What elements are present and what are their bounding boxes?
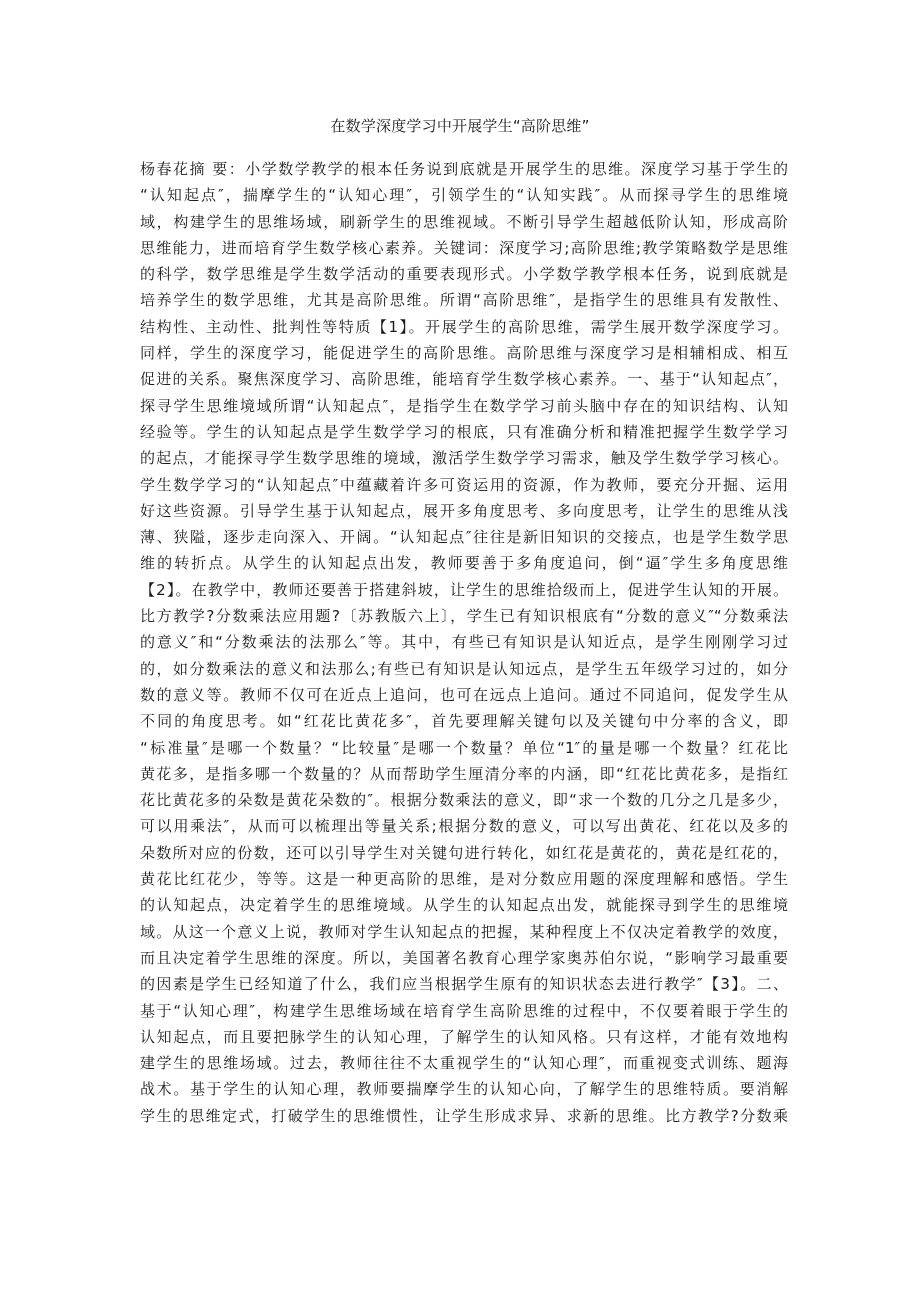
body-line: 经验等。学生的认知起点是学生数学学习的根底，只有准确分析和精准把握学生数学学习 <box>140 422 788 441</box>
body-line: 的科学，数学思维是学生数学活动的重要表现形式。小学数学教学根本任务，说到底就是 <box>140 265 788 284</box>
body-line: 而且决定着学生思维的深度。所以，美国著名教育心理学家奥苏伯尔说，“影响学习最重要 <box>140 948 788 967</box>
body-line: 好这些资源。引导学生基于认知起点，展开多角度思考、多向度思考，让学生的思维从浅 <box>140 501 788 520</box>
body-line: 基于“认知心理″，构建学生思维场域在培育学生高阶思维的过程中，不仅要着眼于学生的 <box>140 1001 788 1020</box>
body-line: 学生的思维定式，打破学生的思维惯性，让学生形成求异、求新的思维。比方教学?分数乘 <box>140 1106 788 1125</box>
body-line: 比方教学?分数乘法应用题?〔苏教版六上〕，学生已有知识根底有“分数的意义″“分数乘法 <box>140 607 788 626</box>
body-line: 域，构建学生的思维场域，刷新学生的思维视域。不断引导学生超越低阶认知，形成高阶 <box>140 212 788 231</box>
body-line: 探寻学生思维境域所谓“认知起点″，是指学生在数学学习前头脑中存在的知识结构、认知 <box>140 396 788 415</box>
body-line: 不同的角度思考。如“红花比黄花多″，首先要理解关键句以及关键句中分率的含义，即 <box>140 712 788 731</box>
body-line: 可以用乘法″，从而可以梳理出等量关系;根据分数的意义，可以写出黄花、红花以及多的 <box>140 817 788 836</box>
body-line: 的意义″和“分数乘法的法那么″等。其中，有些已有知识是认知近点，是学生刚刚学习过 <box>140 633 788 652</box>
body-line: 域。从这一个意义上说，教师对学生认知起点的把握，某种程度上不仅决定着教学的效度， <box>140 922 788 941</box>
body-line: 数的意义等。教师不仅可在近点上追问，也可在远点上追问。通过不同追问，促发学生从 <box>140 685 788 704</box>
body-line: “认知起点″，揣摩学生的“认知心理″，引领学生的“认知实践″。从而探寻学生的思维境 <box>140 186 788 205</box>
body-line: 【2】。在教学中，教师还要善于搭建斜坡，让学生的思维拾级而上，促进学生认知的开展。 <box>140 580 788 599</box>
body-line: 维的转折点。从学生的认知起点出发，教师要善于多角度追问，倒“逼″学生多角度思维 <box>140 554 788 573</box>
body-line: 认知起点，而且要把脉学生的认知心理，了解学生的认知风格。只有这样，才能有效地构 <box>140 1027 788 1046</box>
body-line: 结构性、主动性、批判性等特质【1】。开展学生的高阶思维，需学生展开数学深度学习。 <box>140 317 788 336</box>
body-line: 培养学生的数学思维，尤其是高阶思维。所谓“高阶思维″，是指学生的思维具有发散性、 <box>140 291 788 310</box>
body-line: 促进的关系。聚焦深度学习、高阶思维，能培育学生数学核心素养。一、基于“认知起点″， <box>140 370 788 389</box>
body-line: 的，如分数乘法的意义和法那么;有些已有知识是认知远点，是学生五年级学习过的，如分 <box>140 659 788 678</box>
body-line: 建学生的思维场域。过去，教师往往不太重视学生的“认知心理″，而重视变式训练、题海 <box>140 1054 788 1073</box>
body-line: 战术。基于学生的认知心理，教师要揣摩学生的认知心向，了解学生的思维特质。要消解 <box>140 1080 788 1099</box>
document-body <box>140 156 788 1129</box>
body-line: “标准量″是哪一个数量？“比较量″是哪一个数量？单位“1″的量是哪一个数量？红花比 <box>140 738 788 757</box>
body-line: 杨春花摘 要：小学数学教学的根本任务说到底就是开展学生的思维。深度学习基于学生的 <box>140 160 788 178</box>
body-line: 的起点，才能探寻学生数学思维的境域，激活学生数学学习需求，触及学生数学学习核心。 <box>140 449 788 468</box>
body-line: 思维能力，进而培育学生数学核心素养。关键词：深度学习;高阶思维;教学策略数学是思维 <box>140 238 788 257</box>
body-line: 花比黄花多的朵数是黄花朵数的″。根据分数乘法的意义，即“求一个数的几分之几是多少， <box>140 791 788 810</box>
body-line: 薄、狭隘，逐步走向深入、开阔。“认知起点″往往是新旧知识的交接点，也是学生数学思 <box>140 528 788 547</box>
body-line: 学生数学学习的“认知起点″中蕴藏着许多可资运用的资源，作为教师，要充分开掘、运用 <box>140 475 788 494</box>
document-title: 在数学深度学习中开展学生“高阶思维” <box>330 117 590 135</box>
body-line: 的认知起点，决定着学生的思维境域。从学生的认知起点出发，就能探寻到学生的思维境 <box>140 896 788 915</box>
body-line: 同样，学生的深度学习，能促进学生的高阶思维。高阶思维与深度学习是相辅相成、相互 <box>140 344 788 363</box>
body-line: 黄花比红花少，等等。这是一种更高阶的思维，是对分数应用题的深度理解和感悟。学生 <box>140 870 788 889</box>
body-line: 朵数所对应的份数，还可以引导学生对关键句进行转化，如红花是黄花的，黄花是红花的， <box>140 843 788 862</box>
body-line: 的因素是学生已经知道了什么，我们应当根据学生原有的知识状态去进行教学″【3】。二、 <box>140 975 788 994</box>
body-line: 黄花多，是指多哪一个数量的？从而帮助学生厘清分率的内涵，即“红花比黄花多，是指红 <box>140 764 788 783</box>
